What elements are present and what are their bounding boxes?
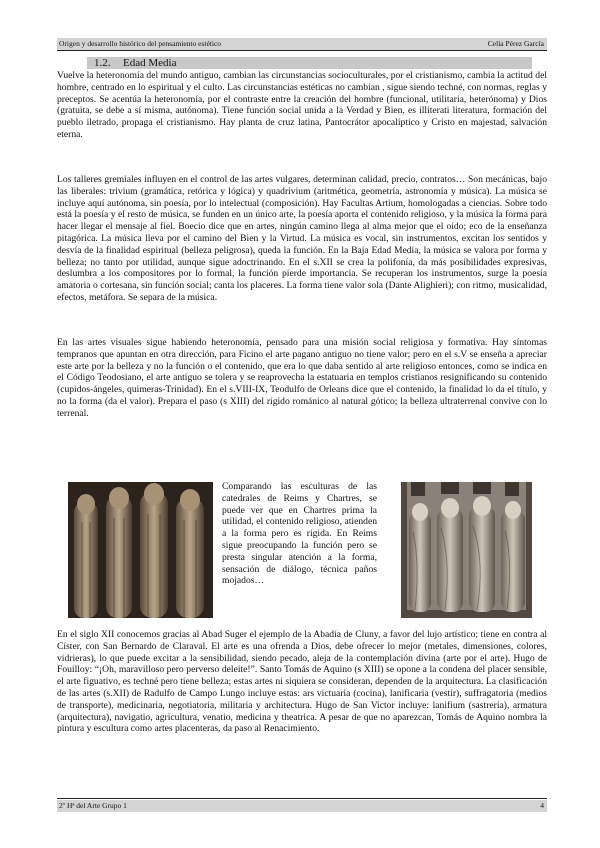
footer-course: 2º Hª del Arte Grupo 1 bbox=[59, 801, 127, 810]
paragraph-siglo-xii: En el siglo XII conocemos gracias al Abad Suger el ejemplo de la Abadía de Cluny, a favor del lujo artístico; tiene en contra al Císter, con San Bernardo de Claraval. El arte es una ofrenda a Dios, debe ofrecer lo mejor (metales, dimensiones, colores, vidrieras), lo que puede excitar a la sensibilidad, siendo pecado, aleja de la contemplación divina (arte por el arte). Hugo de Fouilloy: “¡Oh, maravilloso pero perverso deleite!”. Santo Tomás de Aquino (s XIII) se opone a la condena del placer sensible, el arte figuativo, es techné pero tiene belleza; estas artes ni siquiera se consideran, dependen de la arquitectura. La clasificación de las artes (s.XII) de Radulfo de Campo Lungo incluye estas: ars victuaria (cocina), lanificaria (vestir), suffragatoria (medios de transporte), medicinaria, negotiatoria, militaria y architectura. Hugo de San Victor incluye: lanifium (sastrería), armatura (arquitectura), navigatio, agricultura, venatio, medicina y theatrica. A pesar de que no aparezcan, Tomás de Aquino nombra la pintura y escultura como artes placenteras, da paso al Renacimiento. bbox=[57, 629, 547, 735]
paragraph-reims-chartres: Comparando las esculturas de las catedrales de Reims y Chartres, se puede ver que en Chartres prima la utilidad, el contenido religioso, atienden a la forma pero es rígida. En Reims sigue preocupando la función pero se presta singular atención a la forma, sensación de diálogo, técnica paños mojados… bbox=[222, 481, 377, 587]
section-title: Edad Media bbox=[123, 57, 177, 69]
section-heading bbox=[57, 57, 547, 69]
reims-sculptures-photo bbox=[401, 482, 532, 618]
header-author: Celia Pérez García bbox=[487, 39, 544, 48]
paragraph-artes-visuales: En las artes visuales sigue habiendo heteronomía, pensado para una misión social religiosa y formativa. Hay síntomas tempranos que apuntan en otra dirección, para Ficino el arte pagano antiguo no tiene valor; pero en el s.V se enseña a apreciar este arte por la belleza y no la función o el contenido, que era lo que daba sentido al arte religioso entonces, como se indica en el Código Teodosiano, el arte antiguo se tolera y se reaprovecha la estatuaria en templos cristianos resignificando su contenido (cupidos-ángeles, quimeras-Trinidad). En el s.VIII-IX, Teodulfo de Orleans dice que el contenido, la finalidad lo da el título, y no la forma (da el valor). Prepara el paso (s XIII) del rígido románico al natural gótico; la belleza ultraterrenal convive con lo terrenal. bbox=[57, 337, 547, 419]
footer-rule bbox=[57, 798, 547, 799]
page-footer bbox=[57, 800, 547, 812]
paragraph-heteronomia: Vuelve la heteronomía del mundo antiguo, cambian las circunstancias socioculturales, por el cristianismo, cambia la actitud del hombre, centrado en lo espiritual y el culto. Las circunstancias estéticas no cambian , sigue siendo techné, con normas, reglas y preceptos. Se acentúa la heteronomía, por el contraste entre la creación del hombre (funcional, utilitaria, heterónoma) y Dios (gratuita, se debe a sí misma, autónoma). Tiene función social unida a la Verdad y Bien, es illiterati literatura, formación del pueblo iletrado, propaga el cristianismo. Hay planta de cruz latina, Pantocrátor apocalíptico y Cristo en majestad, salvación eterna. bbox=[57, 70, 547, 140]
page-number: 4 bbox=[540, 801, 544, 810]
section-number: 1.2. bbox=[94, 57, 111, 69]
header-title: Origen y desarrollo histórico del pensamiento estético bbox=[59, 39, 222, 48]
header-rule bbox=[57, 50, 547, 51]
chartres-sculptures-photo bbox=[68, 482, 213, 618]
page-header bbox=[57, 38, 547, 50]
paragraph-talleres-musica: Los talleres gremiales influyen en el control de las artes vulgares, determinan calidad, precio, contratos… Son mecánicas, bajo las liberales: trivium (gramática, retórica y lógica) y quadrivium (aritmética, geometría, astronomía y música). La música se incluye aquí autónoma, sin poesía, por lo intelectual (composición). Hay Facultas Artium, homologadas a ciencias. Sobre todo está la poesía y el resto de música, se funden en un único arte, la poesía aporta el contenido religioso, y la música la forma para hacer llegar el mensaje al fiel. Boecio dice que en artes, ningún camino llega al alma mejor que el oído; eco de la enseñanza pitagórica. La música lleva por el camino del Bien y la Virtud. La música es vocal, sin instrumentos, excitan los sentidos y desvía de la finalidad espiritual (belleza peligrosa), queda la función. En la Baja Edad Media, la música se valora por forma y belleza; no tanto por utilidad, aunque sigue adoctrinando. En el s.XII se crea la polifonía, da más posibilidades expresivas, deslumbra a los compositores por lo formal, la función pierde importancia. Se recuperan los instrumentos, surge la poesía amatoria o cortesana, sin función social; canta los placeres. La forma tiene valor sola (Dante Alighieri); con ritmo, musicalidad, efectos, metáfora. Se separa de la música. bbox=[57, 174, 547, 303]
